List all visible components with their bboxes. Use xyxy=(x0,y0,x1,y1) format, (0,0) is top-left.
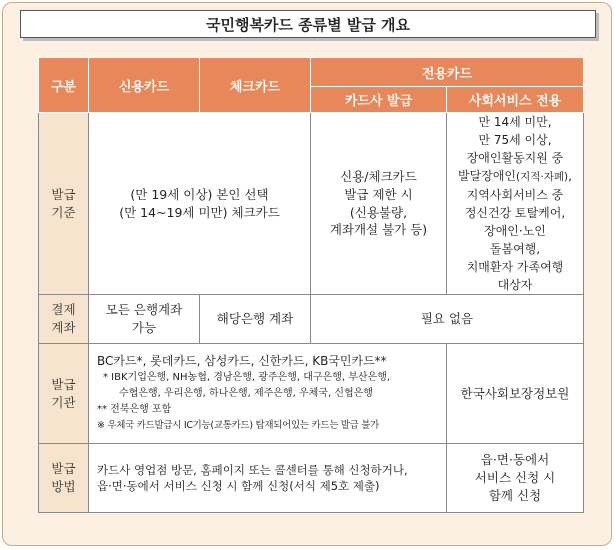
institution-note-1: * IBK기업은행, NH농협, 경남은행, 광주은행, 대구은행, 부산은행, xyxy=(103,372,391,384)
method-card-company xyxy=(89,444,447,513)
settlement-check: 해당은행 계좌 xyxy=(200,295,311,344)
card-issuance-table xyxy=(38,57,584,513)
criteria-label-text: 발급 기준 xyxy=(51,186,76,220)
settlement-label-text: 결제 계좌 xyxy=(51,302,76,335)
page-title: 국민행복카드 종류별 발급 개요 xyxy=(20,10,596,38)
method-social-service-text: 읍·면·동에서 서비스 신청 시 함께 신청 xyxy=(474,452,556,503)
row-label-criteria xyxy=(39,113,89,295)
header-check-card: 체크카드 xyxy=(200,58,311,113)
header-card-company-issue: 카드사 발급 xyxy=(311,87,447,113)
header-category: 구분 xyxy=(39,58,89,113)
criteria-social-service-rest: , 지역사회서비스 중 정신건강 토탈케어, 장애인·노인 돌봄여행, 치매환자 가족여행 대상자 xyxy=(464,169,572,292)
row-label-settlement xyxy=(39,295,89,344)
header-social-service-only: 사회서비스 전용 xyxy=(447,87,584,113)
header-credit-card: 신용카드 xyxy=(89,58,200,113)
settlement-credit xyxy=(89,295,200,344)
criteria-card-company xyxy=(311,113,447,295)
criteria-social-service-text: 만 14세 미만, 만 75세 이상, 장애인활동지원 중 발달장애인 xyxy=(458,115,564,184)
method-label-text: 발급 방법 xyxy=(51,461,76,494)
institution-social-service: 한국사회보장정보원 xyxy=(447,344,584,444)
institution-companies-text: BC카드*, 롯데카드, 삼성카드, 신한카드, KB국민카드** xyxy=(97,354,387,369)
institution-note-1b: 수협은행, 우리은행, 하나은행, 제주은행, 우체국, 신협은행 xyxy=(119,388,373,400)
settlement-credit-text: 모든 은행계좌 가능 xyxy=(105,302,183,335)
method-social-service xyxy=(447,444,584,513)
criteria-social-service xyxy=(447,113,584,295)
method-card-company-text: 카드사 영업점 방문, 홈페이지 또는 콜센터를 통해 신청하거나, 읍·면·동에서 서비스 신청 시 함께 신청(서식 제5호 제출) xyxy=(97,462,408,493)
settlement-dedicated: 필요 없음 xyxy=(311,295,584,344)
institution-label-text: 발급 기관 xyxy=(51,376,76,410)
row-label-method xyxy=(39,444,89,513)
institution-note-2: ** 전북은행 포함 xyxy=(97,404,172,416)
criteria-social-service-small: (지적·자폐) xyxy=(516,171,569,184)
header-dedicated-card: 전용카드 xyxy=(311,58,584,87)
criteria-card-company-text: 신용/체크카드 발급 제한 시 (신용불량, 계좌개설 불가 등) xyxy=(329,169,428,238)
criteria-credit-check-text: (만 19세 이상) 본인 선택 (만 14~19세 미만) 체크카드 xyxy=(119,186,280,220)
institution-card-companies xyxy=(89,344,447,444)
institution-note-3: ※ 우체국 카드발급시 IC기능(교통카드) 탑재되어있는 카드는 발급 불가 xyxy=(97,420,380,432)
row-label-institution xyxy=(39,344,89,444)
criteria-credit-check xyxy=(89,113,311,295)
